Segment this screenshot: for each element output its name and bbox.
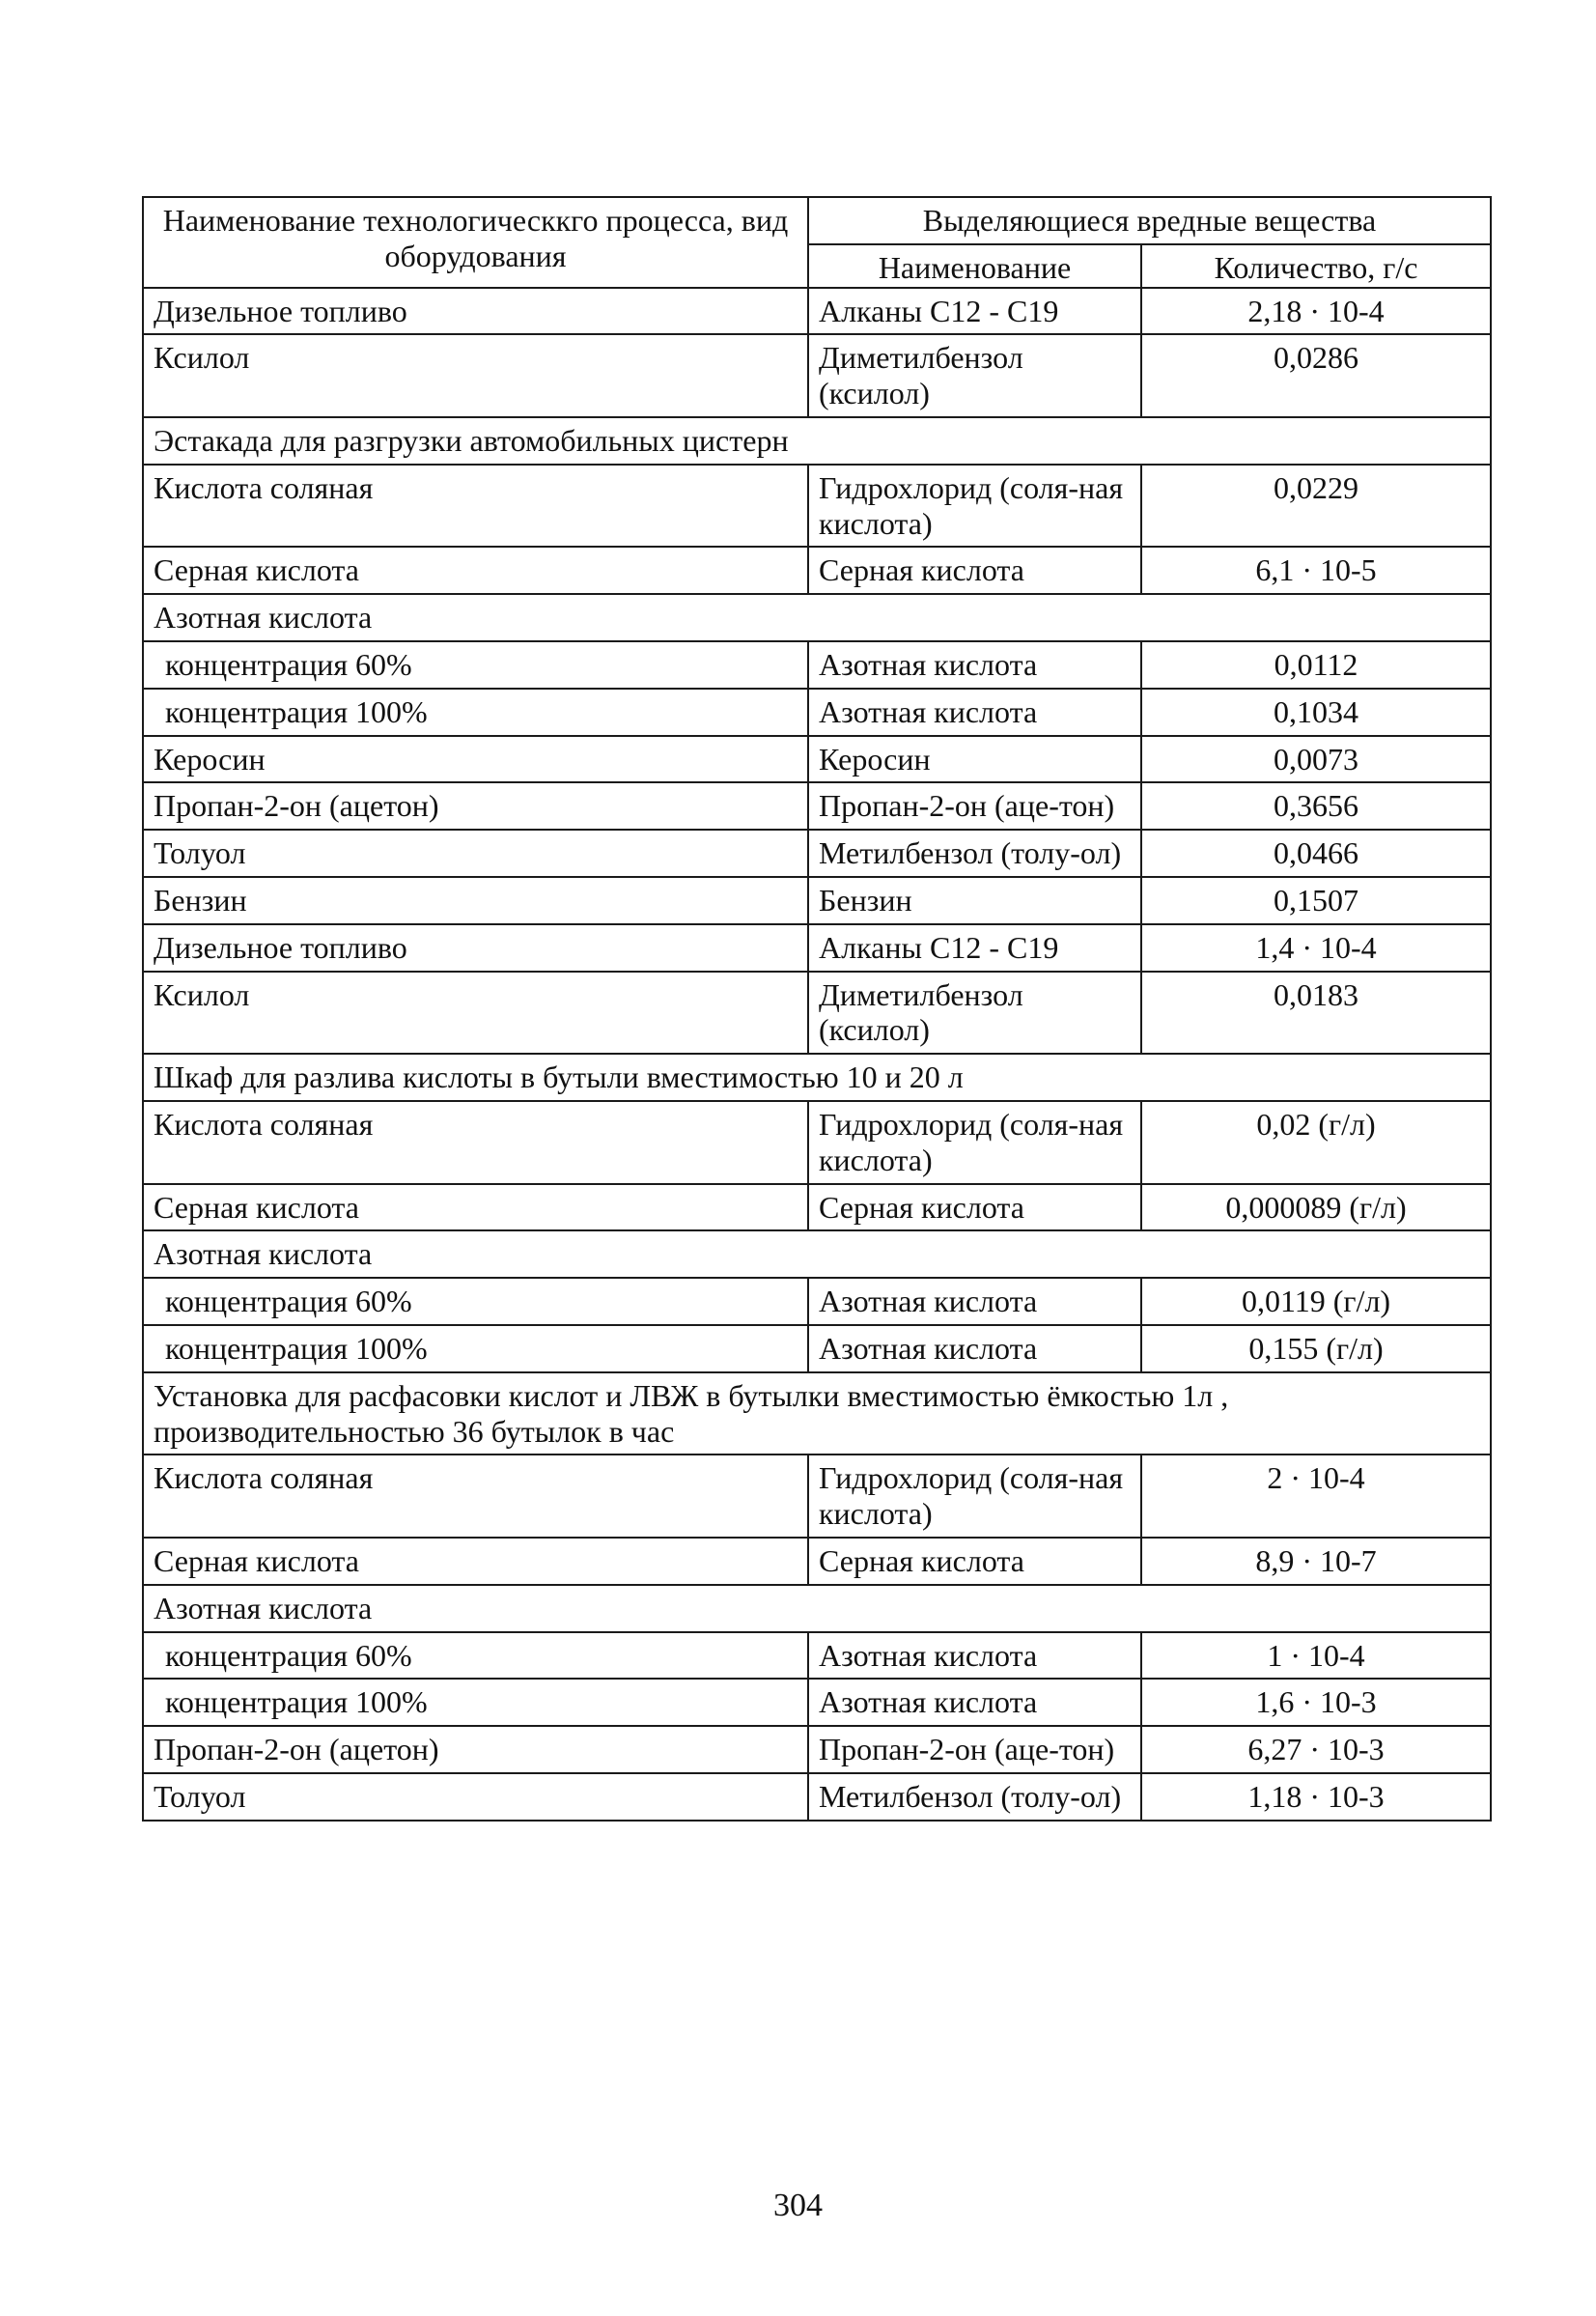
substance-cell: Азотная кислота xyxy=(808,641,1141,689)
amount-cell: 0,0073 xyxy=(1141,736,1491,783)
section-row xyxy=(143,1585,1491,1632)
substance-cell: Метилбензол (толу-ол) xyxy=(808,830,1141,877)
amount-cell: 8,9 · 10-7 xyxy=(1141,1538,1491,1585)
process-cell: Серная кислота xyxy=(143,547,808,594)
substances-group-header: Выделяющиеся вредные вещества xyxy=(808,197,1491,244)
process-cell: Ксилол xyxy=(143,334,808,417)
process-cell: Серная кислота xyxy=(143,1538,808,1585)
table-row xyxy=(143,465,1491,548)
table-body xyxy=(143,197,1491,1821)
process-cell: Ксилол xyxy=(143,972,808,1055)
process-column-header: Наименование технологическкго процесса, вид оборудования xyxy=(143,197,808,288)
amount-column-header: Количество, г/с xyxy=(1141,244,1491,288)
header-row xyxy=(143,197,1491,244)
substance-cell: Серная кислота xyxy=(808,547,1141,594)
amount-cell: 0,02 (г/л) xyxy=(1141,1101,1491,1184)
table-row xyxy=(143,1325,1491,1372)
table-row xyxy=(143,689,1491,736)
substance-cell: Метилбензол (толу-ол) xyxy=(808,1773,1141,1821)
table-row xyxy=(143,972,1491,1055)
amount-cell: 0,0119 (г/л) xyxy=(1141,1278,1491,1325)
amount-cell: 0,3656 xyxy=(1141,782,1491,830)
table-row xyxy=(143,736,1491,783)
table-row xyxy=(143,641,1491,689)
substance-cell: Диметилбензол (ксилол) xyxy=(808,972,1141,1055)
process-cell: Дизельное топливо xyxy=(143,288,808,335)
substance-cell: Алканы C12 - C19 xyxy=(808,288,1141,335)
amount-cell: 0,1034 xyxy=(1141,689,1491,736)
process-cell: Пропан-2-он (ацетон) xyxy=(143,782,808,830)
substance-cell: Керосин xyxy=(808,736,1141,783)
table-row xyxy=(143,547,1491,594)
process-cell: концентрация 60% xyxy=(143,1278,808,1325)
section-title: Азотная кислота xyxy=(143,1585,1491,1632)
process-cell: Кислота соляная xyxy=(143,465,808,548)
amount-cell: 6,1 · 10-5 xyxy=(1141,547,1491,594)
section-row xyxy=(143,1054,1491,1101)
table-row xyxy=(143,1184,1491,1231)
process-cell: Кислота соляная xyxy=(143,1101,808,1184)
process-cell: Серная кислота xyxy=(143,1184,808,1231)
section-row xyxy=(143,1230,1491,1278)
process-cell: Керосин xyxy=(143,736,808,783)
table-row xyxy=(143,1773,1491,1821)
table-row xyxy=(143,1632,1491,1680)
name-column-header: Наименование xyxy=(808,244,1141,288)
section-title: Азотная кислота xyxy=(143,594,1491,641)
section-row xyxy=(143,417,1491,465)
substance-cell: Азотная кислота xyxy=(808,1325,1141,1372)
process-cell: Толуол xyxy=(143,830,808,877)
process-cell: Дизельное топливо xyxy=(143,924,808,972)
section-title: Установка для расфасовки кислот и ЛВЖ в бутылки вместимостью ёмкостью 1л , производительностью 36 бутылок в час xyxy=(143,1372,1491,1455)
table-row xyxy=(143,877,1491,924)
substance-cell: Серная кислота xyxy=(808,1184,1141,1231)
table-row xyxy=(143,1278,1491,1325)
section-title: Шкаф для разлива кислоты в бутыли вместимостью 10 и 20 л xyxy=(143,1054,1491,1101)
process-cell: концентрация 100% xyxy=(143,689,808,736)
amount-cell: 0,155 (г/л) xyxy=(1141,1325,1491,1372)
amount-cell: 0,0466 xyxy=(1141,830,1491,877)
process-cell: концентрация 60% xyxy=(143,641,808,689)
emissions-table xyxy=(142,196,1492,1822)
substance-cell: Азотная кислота xyxy=(808,689,1141,736)
section-title: Эстакада для разгрузки автомобильных цистерн xyxy=(143,417,1491,465)
substance-cell: Диметилбензол (ксилол) xyxy=(808,334,1141,417)
substance-cell: Гидрохлорид (соля-ная кислота) xyxy=(808,465,1141,548)
process-cell: Пропан-2-он (ацетон) xyxy=(143,1726,808,1773)
amount-cell: 0,000089 (г/л) xyxy=(1141,1184,1491,1231)
process-cell: концентрация 100% xyxy=(143,1679,808,1726)
table-row xyxy=(143,288,1491,335)
process-cell: Толуол xyxy=(143,1773,808,1821)
amount-cell: 0,0112 xyxy=(1141,641,1491,689)
substance-cell: Азотная кислота xyxy=(808,1679,1141,1726)
amount-cell: 0,0286 xyxy=(1141,334,1491,417)
process-cell: концентрация 60% xyxy=(143,1632,808,1680)
amount-cell: 6,27 · 10-3 xyxy=(1141,1726,1491,1773)
table-row xyxy=(143,1538,1491,1585)
substance-cell: Пропан-2-он (аце-тон) xyxy=(808,1726,1141,1773)
section-title: Азотная кислота xyxy=(143,1230,1491,1278)
amount-cell: 0,0183 xyxy=(1141,972,1491,1055)
process-cell: концентрация 100% xyxy=(143,1325,808,1372)
substance-cell: Бензин xyxy=(808,877,1141,924)
table-row xyxy=(143,1726,1491,1773)
table-row xyxy=(143,334,1491,417)
table-row xyxy=(143,1101,1491,1184)
amount-cell: 0,1507 xyxy=(1141,877,1491,924)
amount-cell: 1,6 · 10-3 xyxy=(1141,1679,1491,1726)
substance-cell: Азотная кислота xyxy=(808,1632,1141,1680)
table-row xyxy=(143,1455,1491,1538)
substance-cell: Гидрохлорид (соля-ная кислота) xyxy=(808,1101,1141,1184)
amount-cell: 1,4 · 10-4 xyxy=(1141,924,1491,972)
table-row xyxy=(143,1679,1491,1726)
substance-cell: Серная кислота xyxy=(808,1538,1141,1585)
table-row xyxy=(143,924,1491,972)
section-row xyxy=(143,594,1491,641)
process-cell: Бензин xyxy=(143,877,808,924)
section-row xyxy=(143,1372,1491,1455)
amount-cell: 1 · 10-4 xyxy=(1141,1632,1491,1680)
amount-cell: 2,18 · 10-4 xyxy=(1141,288,1491,335)
substance-cell: Пропан-2-он (аце-тон) xyxy=(808,782,1141,830)
amount-cell: 1,18 · 10-3 xyxy=(1141,1773,1491,1821)
page-number: 304 xyxy=(773,2188,823,2223)
amount-cell: 2 · 10-4 xyxy=(1141,1455,1491,1538)
amount-cell: 0,0229 xyxy=(1141,465,1491,548)
table-row xyxy=(143,782,1491,830)
substance-cell: Алканы C12 - C19 xyxy=(808,924,1141,972)
process-cell: Кислота соляная xyxy=(143,1455,808,1538)
substance-cell: Азотная кислота xyxy=(808,1278,1141,1325)
substance-cell: Гидрохлорид (соля-ная кислота) xyxy=(808,1455,1141,1538)
table-row xyxy=(143,830,1491,877)
